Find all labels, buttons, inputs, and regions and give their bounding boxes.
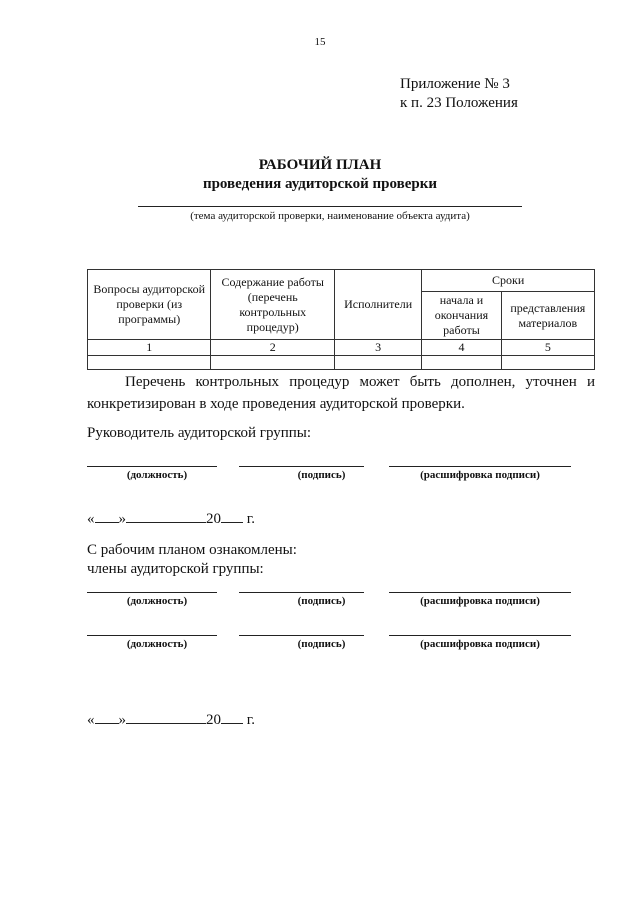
appendix-header: [400, 75, 560, 113]
signature-caption: (подпись): [297, 638, 346, 650]
table-cell: 4: [422, 340, 501, 356]
table-cell: 1: [88, 340, 211, 356]
header-submission: представления материалов: [501, 292, 594, 340]
position-caption: (должность): [126, 638, 188, 650]
table-cell[interactable]: [88, 356, 211, 370]
header-start-end: начала и окончания работы: [422, 292, 501, 340]
date-field[interactable]: « » 20 г.: [87, 709, 255, 729]
position-line[interactable]: [87, 466, 217, 467]
decoding-caption: (расшифровка подписи): [420, 469, 540, 481]
familiar-label-1: С рабочим планом ознакомлены:: [87, 542, 297, 558]
title-line-2: проведения аудиторской проверки: [202, 176, 438, 192]
decoding-caption: (расшифровка подписи): [420, 595, 540, 607]
decoding-line[interactable]: [389, 635, 571, 636]
topic-caption: (тема аудиторской проверки, наименование объекта аудита): [190, 210, 470, 222]
familiar-label-2: члены аудиторской группы:: [87, 561, 264, 577]
title-line-1: РАБОЧИЙ ПЛАН: [258, 157, 382, 173]
header-content: Содержание работы (перечень контрольных процедур): [211, 270, 334, 340]
year-blank[interactable]: [221, 508, 243, 523]
page-number: 15: [314, 36, 326, 48]
table-empty-row: [88, 356, 595, 370]
topic-underline: [138, 206, 522, 207]
decoding-line[interactable]: [389, 592, 571, 593]
document-title: [0, 156, 640, 194]
month-blank[interactable]: [126, 508, 206, 523]
table-cell: 2: [211, 340, 334, 356]
header-executors: Исполнители: [334, 270, 421, 340]
signature-line[interactable]: [239, 466, 364, 467]
year-blank[interactable]: [221, 709, 243, 724]
day-blank[interactable]: [95, 709, 119, 724]
table-cell[interactable]: [334, 356, 421, 370]
plan-table: [87, 269, 595, 370]
decoding-line[interactable]: [389, 466, 571, 467]
table-cell[interactable]: [211, 356, 334, 370]
signature-caption: (подпись): [297, 469, 346, 481]
position-caption: (должность): [126, 469, 188, 481]
signature-line[interactable]: [239, 592, 364, 593]
decoding-caption: (расшифровка подписи): [420, 638, 540, 650]
appendix-line-1: Приложение № 3: [400, 76, 510, 92]
procedures-paragraph: Перечень контрольных процедур может быть дополнен, уточнен и конкретизирован в ходе проведения аудиторской проверки.: [87, 374, 595, 412]
header-terms: Сроки: [422, 270, 595, 292]
position-line[interactable]: [87, 592, 217, 593]
month-blank[interactable]: [126, 709, 206, 724]
signature-line[interactable]: [239, 635, 364, 636]
position-line[interactable]: [87, 635, 217, 636]
leader-label: Руководитель аудиторской группы:: [87, 425, 312, 441]
table-cell[interactable]: [501, 356, 594, 370]
position-caption: (должность): [126, 595, 188, 607]
signature-caption: (подпись): [297, 595, 346, 607]
table-number-row: [88, 340, 595, 356]
table-cell: 3: [334, 340, 421, 356]
day-blank[interactable]: [95, 508, 119, 523]
table-cell[interactable]: [422, 356, 501, 370]
header-questions: Вопросы аудиторской проверки (из программы): [88, 270, 211, 340]
date-field[interactable]: « » 20 г.: [87, 508, 255, 528]
table-cell: 5: [501, 340, 594, 356]
appendix-line-2: к п. 23 Положения: [400, 95, 518, 111]
